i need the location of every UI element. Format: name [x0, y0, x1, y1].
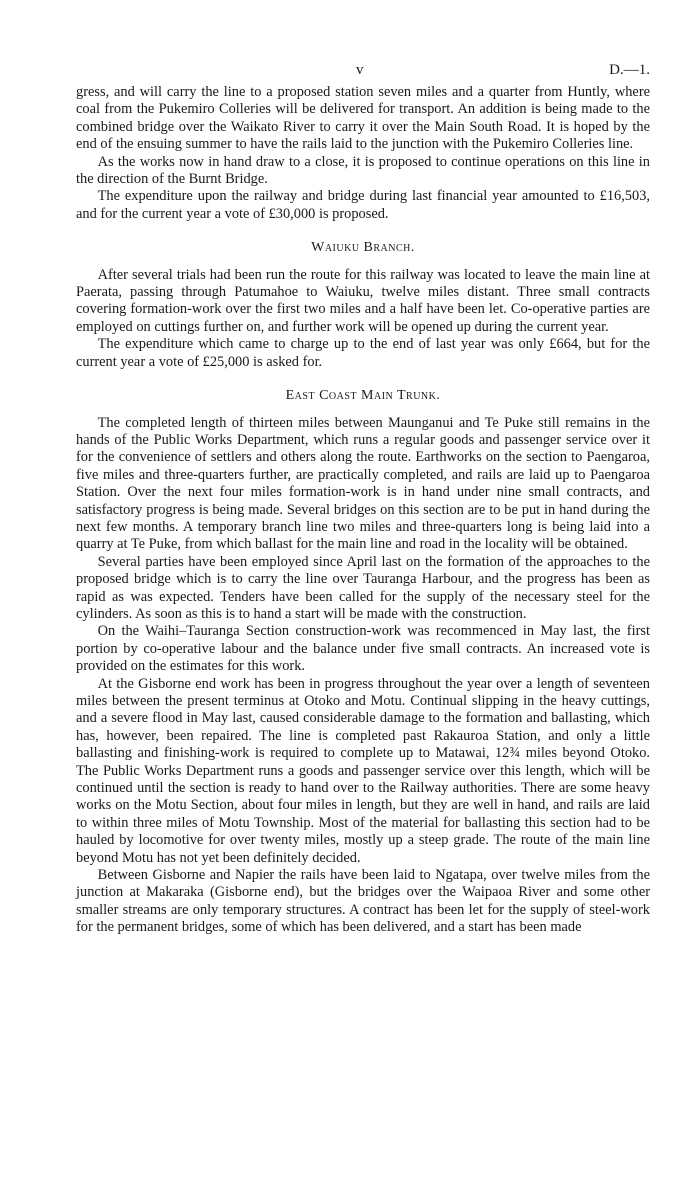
- paragraph: After several trials had been run the route for this railway was located to leave the main line at Paerata, passing through Patumahoe to Waiuku, twelve miles distant. Three small contracts covering formation-work over the first two miles and a half have been let. Co-operative parties are employed on cuttings further on, and further work will be opened up during the current year.: [76, 266, 650, 335]
- paragraph: Between Gisborne and Napier the rails have been laid to Ngatapa, over twelve miles from the junction at Makaraka (Gisborne end), but the bridges over the Waipaoa River and some other smaller streams are only temporary structures. A contract has been let for the supply of steel-work for the permanent bridges, some of which has been delivered, and a start has been made: [76, 867, 650, 936]
- document-body: [76, 84, 650, 937]
- paragraph: The completed length of thirteen miles between Maunganui and Te Puke still remains in the hands of the Public Works Department, which runs a regular goods and passenger service over it for the convenience of settlers and others along the route. Earthworks on the section to Paengaroa, five miles and three-quarters further, are practically completed, and rails are laid up to Paengaroa Station. Over the next four miles formation-work is in hand under nine small contracts, and satisfactory progress is being made. Several bridges on this section are to be put in hand during the next few months. A temporary branch line two miles and three-quarters long is being laid into a quarry at Te Puke, from which ballast for the main line and road in the locality will be obtained.: [76, 414, 650, 553]
- section-waiuku-branch: [76, 239, 650, 371]
- paragraph: On the Waihi–Tauranga Section construction-work was recommenced in May last, the first portion by co-operative labour and the balance under five small contracts. An increased vote is provided on the estimates for this work.: [76, 623, 650, 675]
- paragraph: At the Gisborne end work has been in progress throughout the year over a length of seventeen miles between the present terminus at Otoko and Motu. Continual slipping in the heavy cuttings, and a severe flood in May last, caused considerable damage to the formation and ballasting, which has, however, been repaired. The line is completed past Rakauroa Station, and only a little ballasting and finishing-work is required to complete up to Matawai, 12¾ miles beyond Otoko. The Public Works Department runs a goods and passenger service over this length, which will be continued until the section is ready to hand over to the Railway authorities. There are some heavy works on the Motu Section, about four miles in length, but they are well in hand, and rails are laid to within three miles of Motu Township. Most of the material for ballasting this section had to be hauled by locomotive for over twenty miles, mostly up a steep grade. The route of the main line beyond Motu has not yet been definitely decided.: [76, 675, 650, 866]
- paragraph: gress, and will carry the line to a proposed station seven miles and a quarter from Huntly, where coal from the Pukemiro Colleries will be delivered for transport. An addition is being made to the combined bridge over the Waikato River to carry it over the Main South Road. It is hoped by the end of the ensuing summer to have the rails laid to the junction with the Pukemiro Colleries line.: [76, 84, 650, 153]
- page-number: v: [356, 62, 364, 78]
- paragraph: Several parties have been employed since April last on the formation of the approaches to the proposed bridge which is to carry the line over Tauranga Harbour, and the progress has been as rapid as was expected. Tenders have been called for the supply of the necessary steel for the cylinders. As soon as this is to hand a start will be made with the construction.: [76, 553, 650, 622]
- section-east-coast-main-trunk: [76, 387, 650, 937]
- paragraph: The expenditure which came to charge up to the end of last year was only £664, but for the current year a vote of £25,000 is asked for.: [76, 336, 650, 370]
- page-header: [76, 62, 650, 84]
- document-reference: D.—1.: [609, 62, 650, 78]
- section-heading: Waiuku Branch.: [311, 240, 415, 256]
- section-waikato-continuation: [76, 84, 650, 223]
- paragraph: The expenditure upon the railway and bridge during last financial year amounted to £16,503, and for the current year a vote of £30,000 is proposed.: [76, 188, 650, 222]
- section-heading: East Coast Main Trunk.: [285, 388, 441, 404]
- paragraph: As the works now in hand draw to a close, it is proposed to continue operations on this line in the direction of the Burnt Bridge.: [76, 153, 650, 188]
